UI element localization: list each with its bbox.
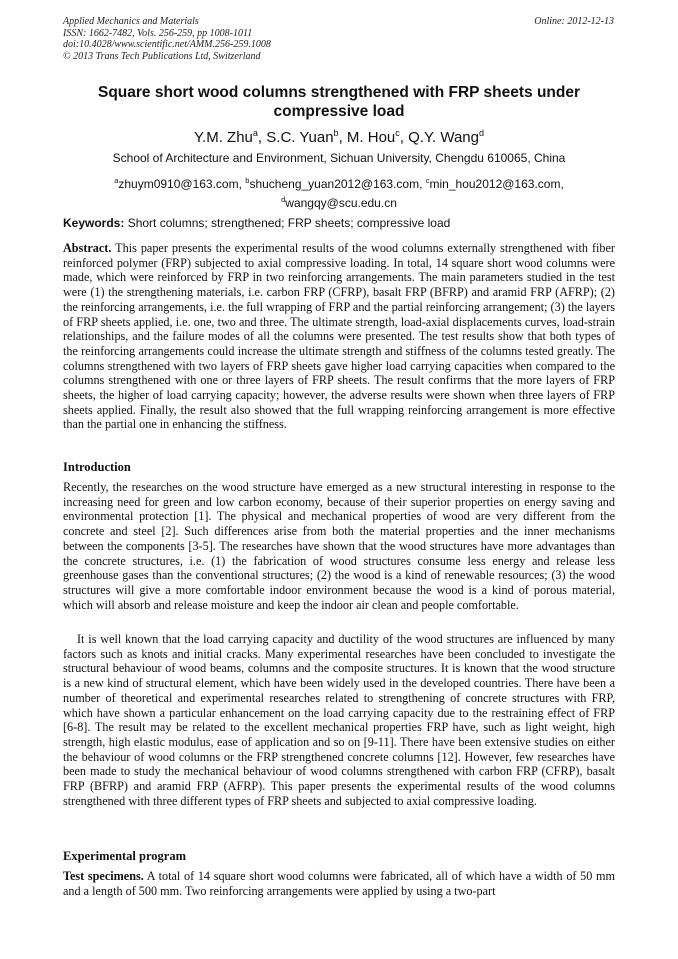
title-line-2: compressive load: [273, 103, 405, 120]
email-b[interactable]: shucheng_yuan2012@163.com,: [249, 177, 426, 191]
email-c[interactable]: min_hou2012@163.com,: [429, 177, 564, 191]
author-sep: ,: [338, 129, 347, 146]
keywords: [63, 216, 615, 231]
author-list: [60, 124, 618, 147]
test-specimens-paragraph: [63, 869, 615, 898]
email-sup: b: [245, 176, 250, 185]
introduction-paragraph-1: Recently, the researches on the wood structure have emerged as a new structural interesting in response to the increasing need for green and low carbon economy, because of their superior properties on energy saving and environmental protection [1]. The physical and mechanical properties of wood are very different from the concrete and steel [2]. Such differences arise from both the material properties and the inner mechanisms between the components [3-5]. The researches have shown that the wood structures have more advantages than the concrete structures, i.e. (1) the fabrication of wood structures consume less energy and release less greenhouse gases than the conventional structures; (2) the wood is a kind of renewable resources; (3) the wood structures will give a more comfortable indoor environment because the wood is a kind of porous material, which will absorb and release moisture and keep the indoor air clean and people comfortable.: [63, 480, 615, 612]
author-sep: ,: [257, 129, 267, 146]
email-list: [60, 173, 618, 211]
keywords-text: Short columns; strengthened; FRP sheets; compressive load: [124, 216, 451, 230]
journal-name: Applied Mechanics and Materials: [63, 16, 199, 27]
test-specimens-text: A total of 14 square short wood columns were fabricated, all of which have a width of 50 mm and a length of 500 mm. Two reinforcing arrangements were applied by using a two-part: [63, 869, 616, 898]
author-sup: c: [395, 128, 400, 138]
affiliation: School of Architecture and Environment, Sichuan University, Chengdu 610065, China: [112, 151, 566, 165]
copyright-line: © 2013 Trans Tech Publications Ltd, Switzerland: [63, 50, 261, 62]
email-a[interactable]: zhuym0910@163.com,: [118, 177, 246, 191]
author-name: Q.Y. Wang: [408, 129, 479, 146]
paper-title: [60, 83, 618, 121]
email-line-1: [60, 173, 618, 192]
email-sup: c: [425, 176, 430, 185]
email-line-2: [60, 192, 618, 211]
email-sup: a: [114, 176, 119, 185]
author-sep: ,: [399, 129, 409, 146]
author-sup: d: [478, 128, 484, 138]
experimental-heading: Experimental program: [63, 849, 187, 863]
email-d[interactable]: wangqy@scu.edu.cn: [285, 196, 397, 210]
abstract-label: Abstract.: [63, 241, 112, 255]
keywords-label: Keywords:: [63, 216, 125, 230]
introduction-heading: Introduction: [63, 460, 131, 474]
email-sup: d: [281, 195, 286, 204]
author-name: Y.M. Zhu: [193, 129, 253, 146]
test-specimens-label: Test specimens.: [63, 869, 144, 883]
journal-header: [63, 16, 271, 62]
title-line-1: Square short wood columns strengthened with FRP sheets under: [98, 84, 580, 101]
abstract: [63, 241, 615, 432]
abstract-text: This paper presents the experimental results of the wood columns externally strengthened with fiber reinforced polymer (FRP) subjected to axial compressive loading. In total, 14 square short wood columns were made, which were reinforced by FRP in two reinforcing arrangements. The main parameters studied in the test were (1) the strengthening materials, i.e. carbon FRP (CFRP), basalt FRP (BFRP) and aramid FRP (AFRP); (2) the reinforcing arrangements, i.e. the full wrapping of FRP and the partial reinforcing arrangement; (3) the layers of FRP sheets applied, i.e. one, two and three. The ultimate strength, load-axial displacements curves, load-strain relationships, and the failure modes of all the columns were presented. The test results show that both types of the reinforcing arrangements could increase the ultimate strength and stiffness of the columns tested greatly. The columns strengthened with two layers of FRP sheets gave higher load carrying capacities when compared to the columns strengthened with one or three layers of FRP sheets. The result confirms that the more layers of FRP sheets, the higher of load carrying capacity; however, the adverse results were shown when three layers of FRP sheets applied. Finally, the result also showed that the full wrapping reinforcing arrangement is more effective than the partial one in enhancing the stiffness.: [63, 241, 615, 432]
introduction-paragraph-2: It is well known that the load carrying capacity and ductility of the wood structures are influenced by many factors such as knots and initial cracks. Many experimental researches have been concluded to investigate the structural behaviour of wood beams, columns and the composite structures. It is known that the wood structure is a new kind of structural element, which have been widely used in the developed countries. There have been a number of theoretical and experimental researches related to strengthening of concrete structures with FRP, which have shown a particular enhancement on the load carrying capacity due to the restraining effect of FRP [6-8]. The result may be related to the excellent mechanical properties FRP have, such as light weight, high strength, high elastic modulus, ease of application and so on [9-11]. There have been extensive studies on either the behaviour of wood columns or the FRP strengthened concrete columns [12]. However, few researches have been made to study the mechanical behaviour of wood columns strengthened with carbon FRP (CFRP), basalt FRP (BFRP) and aramid FRP (AFRP). This paper presents the experimental results of the wood columns strengthened with three different types of FRP sheets and subjected to axial compressive loading.: [63, 632, 615, 808]
issn-line: ISSN: 1662-7482, Vols. 256-259, pp 1008-1011: [63, 27, 253, 39]
doi-line: doi:10.4028/www.scientific.net/AMM.256-259.1008: [63, 39, 271, 50]
online-date: Online: 2012-12-13: [534, 16, 614, 27]
author-name: S.C. Yuan: [266, 129, 334, 146]
author-sup: a: [252, 128, 258, 138]
author-name: M. Hou: [346, 129, 396, 146]
author-sup: b: [333, 128, 339, 138]
